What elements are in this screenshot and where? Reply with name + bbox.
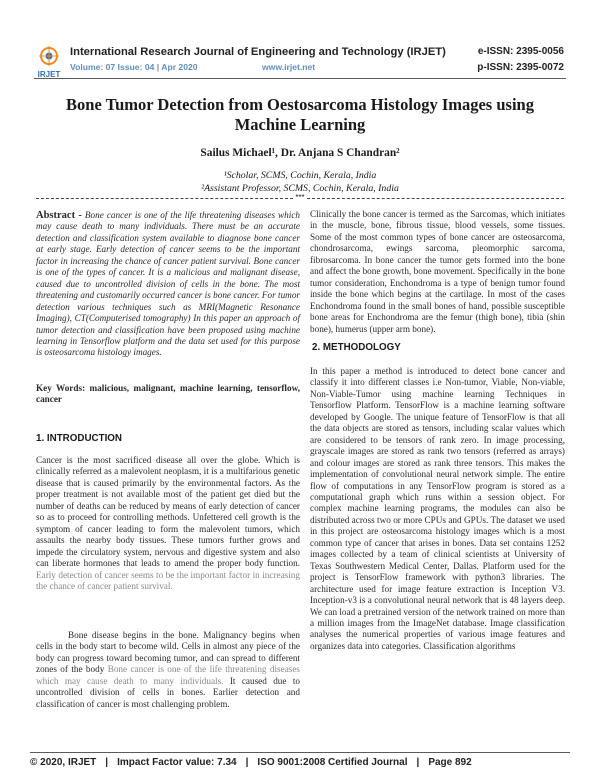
intro-para1-faint: Early detection of cancer seems to be the important factor in increasing the chance of cancer patient survival. (36, 569, 300, 591)
section-heading-introduction: 1. INTRODUCTION (36, 433, 122, 444)
keywords-label: Key Words: (36, 383, 86, 393)
methodology-paragraph: In this paper a method is introduced to detect bone cancer and classify it into different classes i.e Non-tumor, Viable, Non-viable, Non-Viable-Tumor using machine learning Techniques in Tensorflow Platform. TensorFlow is a machine learning software developed by Google. The unique feature of TensorFlow is that all the data objects are stored as tensors, including scalar values which are considered to be tensors of rank zero. In image processing, grayscale images are stored as rank two tensors (referred as arrays) and colour images are stored as rank three tensors. This makes the implementation of convolutional neural network simple. The entire flow of computations in any TensorFlow program is stored as a computational graph which runs within a session object. For complex machine learning programs, the modules can also be distributed across two or more CPUs and GPUs. The dataset we used in this project are osteosarcoma histology images which is a most common type of cancer that arises in bones. Data set contains 1252 images collected by a team of clinical scientists at University of Texas Southwestern Medical Center, Dallas. Platform used for the project is TensorFlow framework with python3 libraries. The architecture used for image feature extraction is Inception V3. Inception-v3 is a convolutional neural network that is 48 layers deep. We can load a pretrained version of the network trained on more than a million images from the ImageNet database. Image classification analyses the numerical properties of various image features and organizes data into categories. Classification algorithms (310, 366, 565, 651)
paper-title: Bone Tumor Detection from Oestosarcoma Histology Images using Machine Learning (66, 95, 534, 134)
abstract-label: Abstract - (36, 210, 82, 221)
abstract (36, 210, 300, 359)
intro-para2-text: Bone disease begins in the bone. Malignancy begins when cells in the body start to become wild. Cells in almost any piece of the body can progress toward becoming tumor, and can spread to different zones of the body (36, 630, 300, 675)
footer-rule (30, 752, 570, 753)
logo-text: IRJET (37, 70, 61, 79)
footer-separator: | (416, 757, 420, 768)
footer-impact-factor: Impact Factor value: 7.34 (117, 757, 237, 768)
separator (36, 194, 564, 202)
intro-paragraph-2 (36, 630, 300, 710)
intro-continued: Clinically the bone cancer is termed as the Sarcomas, which initiates in the muscle, bone, fibrous tissue, blood vessels, some tissues. Some of the most common types of bone cancer are osteosarcoma, chondrosarcoma, ewings sarcoma, pleomorphic sarcoma, fibrosarcoma. In bone cancer the tumor gets formed into the bone and affect the bone growth, bone movement. Specifically in the bone tumor consideration, Enchondroma is a type of benign tumor found inside the bone which begins at the cartilage. In most of the cases Enchondroma found in the small bones of hand, possible susceptible bone areas for Enchondroma are the femur (thigh bone), tibia (shin bone), humerus (upper arm bone). (310, 209, 565, 334)
separator-stars: *** (295, 193, 305, 202)
footer (30, 757, 570, 768)
section-heading-methodology: 2. METHODOLOGY (312, 342, 401, 353)
footer-iso: ISO 9001:2008 Certified Journal (257, 757, 408, 768)
footer-page-number: Page 892 (428, 757, 472, 768)
keywords (36, 383, 300, 406)
footer-copyright: © 2020, IRJET (30, 757, 97, 768)
website-link[interactable]: www.irjet.net (262, 62, 316, 72)
intro-para1-text: Cancer is the most sacrificed disease all over the globe. Which is clinically referred as a malevolent neoplasm, it is a multifarious genetic disease that is caused primarily by the environmental factors. As the proper treatment is not available most of the patient get died but the number of deaths can be reduced by means of early detection of cancer so as to proceed for controlling methods. Unfettered cell growth is the symptom of cancer leading to form the malevolent tumors, which assaults the nearby body tissues. These tumors further grows and impede the circulatory system, nervous and digestive system and also can liberate hormones that leads to amend the proper body function. (36, 455, 300, 569)
intro-paragraph-1 (36, 455, 300, 592)
intro-para2-end: It caused due to uncontrolled division of cells in bones. Earlier detection and classification of cancer is most challenging problem. (36, 675, 300, 709)
footer-separator: | (245, 757, 249, 768)
affiliation-1: ¹Scholar, SCMS, Cochin, Kerala, India (223, 170, 377, 181)
authors: Sailus Michael¹, Dr. Anjana S Chandran² (200, 147, 400, 159)
header-rule (34, 78, 566, 79)
keywords-text: malicious, malignant, machine learning, tensorflow, cancer (36, 383, 301, 405)
affiliation-2: ²Assistant Professor, SCMS, Cochin, Kerala, India (201, 183, 399, 194)
abstract-text: Bone cancer is one of the life threatening diseases which may cause death to many individuals. There must be an accurate detection and classification system available to diagnose bone cancer at early stage. Early detection of cancer seems to be the important factor in increasing the chance of cancer patient survival. Bone cancer is one of the types of cancer. It is a malicious and malignant disease, caused due to uncontrolled division of cells in the bone. The most threatening and customarily occurred cancer is bone cancer. For tumor detection various techniques such as MRI(Magnetic Resonance Imaging), CT(Computerised tomography) In this paper an approach of tumor detection and classification have been proposed using machine learning in Tensorflow platform and the data set used for this purpose is osteosarcoma histology images. (36, 210, 300, 358)
p-issn: p-ISSN: 2395-0072 (477, 62, 564, 73)
intro-para2-faint: Bone cancer is one of the life threatening diseases which may cause death to many individuals. (36, 664, 301, 686)
volume-issue: Volume: 07 Issue: 04 | Apr 2020 (70, 62, 198, 72)
journal-name: International Research Journal of Engineering and Technology (IRJET) (70, 46, 446, 58)
irjet-logo (34, 44, 64, 80)
e-issn: e-ISSN: 2395-0056 (477, 46, 564, 57)
footer-separator: | (105, 757, 109, 768)
